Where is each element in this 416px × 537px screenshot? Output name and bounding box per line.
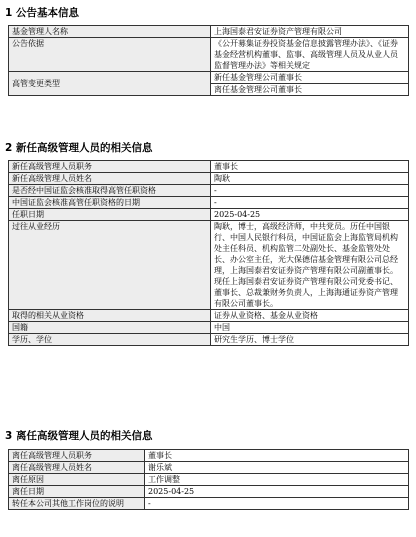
row-value: - [211,185,409,197]
table-row [9,450,409,462]
table-row [9,72,409,84]
row-value: 2025-04-25 [145,486,409,498]
row-value: - [211,197,409,209]
table-row [9,334,409,346]
row-value: 董事长 [145,450,409,462]
row-label: 过往从业经历 [9,221,211,310]
section-1-title: 1 公告基本信息 [5,7,79,19]
row-label: 取得的相关从业资格 [9,310,211,322]
table-row [9,197,409,209]
row-value: 新任基金管理公司董事长 [211,72,409,84]
row-value: 2025-04-25 [211,209,409,221]
row-label: 国籍 [9,322,211,334]
table-row [9,310,409,322]
row-label: 基金管理人名称 [9,26,211,38]
row-value: 中国 [211,322,409,334]
table-row [9,498,409,510]
row-label: 新任高级管理人员姓名 [9,173,211,185]
table-row [9,209,409,221]
row-label: 是否经中国证监会核准取得高管任职资格 [9,185,211,197]
row-value: 陶耿，博士，高级经济师，中共党员。历任中国银行、中国人民银行科员，中国证监会上海监管局机构处主任科员、机构监管二处副处长、基金监管处处长、办公室主任，光大保德信基金管理有限公司总经理，上海国泰君安证券资产管理有限公司副董事长。现任上海国泰君安证券资产管理有限公司党委书记、董事长、总裁兼财务负责人，上海海通证券资产管理有限公司董事长。 [211,221,409,310]
row-value: 离任基金管理公司董事长 [211,84,409,96]
departing-executive-table [8,449,409,510]
row-value: 上海国泰君安证券资产管理有限公司 [211,26,409,38]
row-value: 《公开募集证券投资基金信息披露管理办法》、《证券基金经营机构董事、监事、高级管理人员及从业人员监督管理办法》等相关规定 [211,38,409,72]
row-value: 工作调整 [145,474,409,486]
table-row [9,474,409,486]
row-label: 离任高级管理人员姓名 [9,462,145,474]
row-label: 公告依据 [9,38,211,72]
row-value: 董事长 [211,161,409,173]
table-row [9,161,409,173]
table-row [9,26,409,38]
row-value: 陶耿 [211,173,409,185]
new-executive-table [8,160,409,346]
row-label: 中国证监会核准高管任职资格的日期 [9,197,211,209]
row-label: 离任高级管理人员职务 [9,450,145,462]
basic-info-table [8,25,409,96]
table-row [9,486,409,498]
row-label: 离任日期 [9,486,145,498]
row-label: 新任高级管理人员职务 [9,161,211,173]
row-label: 任职日期 [9,209,211,221]
row-label: 转任本公司其他工作岗位的说明 [9,498,145,510]
row-label: 学历、学位 [9,334,211,346]
row-label: 离任原因 [9,474,145,486]
table-row [9,462,409,474]
table-row [9,221,409,310]
row-value: - [145,498,409,510]
row-value: 证券从业资格、基金从业资格 [211,310,409,322]
section-2-title: 2 新任高级管理人员的相关信息 [5,142,153,154]
table-row [9,185,409,197]
table-row [9,173,409,185]
row-label: 高管变更类型 [9,72,211,96]
table-row [9,322,409,334]
section-3-title: 3 离任高级管理人员的相关信息 [5,430,153,442]
row-value: 谢乐斌 [145,462,409,474]
table-row [9,38,409,72]
row-value: 研究生学历、博士学位 [211,334,409,346]
